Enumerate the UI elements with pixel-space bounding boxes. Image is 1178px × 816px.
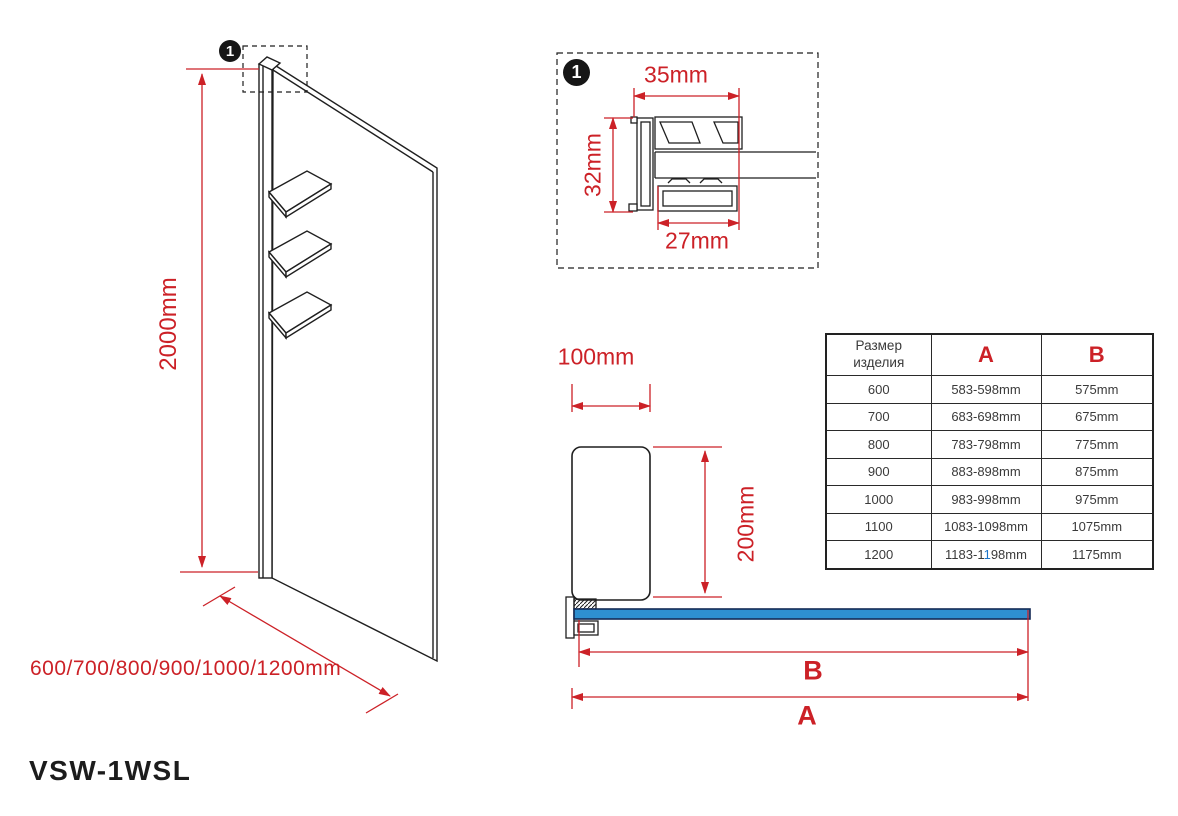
- size-table: [825, 333, 1152, 570]
- plan-bracket-depth-label: 200mm: [732, 485, 759, 563]
- cell-a-range: [931, 431, 1041, 459]
- cell-b-value: 575mm: [1041, 376, 1153, 404]
- dim-b-label: B: [803, 655, 823, 686]
- clamp-block-inner: [663, 191, 732, 206]
- header-size: [826, 334, 931, 376]
- cell-a-range: [931, 486, 1041, 514]
- hatched-fixing-block: [574, 599, 596, 609]
- cell-a-range: [931, 541, 1041, 569]
- gasket-bump-left: [668, 179, 690, 183]
- table-header-row: [826, 334, 1153, 376]
- cell-size: 600: [826, 376, 931, 404]
- cell-a-range: [931, 403, 1041, 431]
- plan-bracket-width-label: 100mm: [557, 343, 635, 370]
- header-col-a: A: [931, 334, 1041, 376]
- cell-b-value: 1175mm: [1041, 541, 1153, 569]
- wall-profile-post: [259, 64, 272, 578]
- header-size-line1: Размер: [855, 338, 902, 354]
- table-row: [826, 458, 1153, 486]
- header-col-b: B: [1041, 334, 1153, 376]
- cell-size: 900: [826, 458, 931, 486]
- iso-width-options-label: 600/700/800/900/1000/1200mm: [30, 657, 342, 680]
- dim-a-label: A: [797, 700, 817, 731]
- table-row: [826, 486, 1153, 514]
- cell-a-segment: 583-598mm: [951, 381, 1021, 397]
- iso-width-tick-left: [203, 587, 235, 606]
- header-size-line2: изделия: [853, 355, 905, 370]
- cell-a-segment: 683-698mm: [951, 409, 1021, 425]
- cell-a-segment: 1183-1: [945, 546, 984, 562]
- cell-a-segment: 883-898mm: [951, 464, 1021, 480]
- cell-b-value: 1075mm: [1041, 513, 1153, 541]
- glass-section: [655, 152, 816, 178]
- detail-top-width-label: 35mm: [644, 61, 708, 88]
- cell-size: 1200: [826, 541, 931, 569]
- detail-bottom-width-label: 27mm: [665, 227, 729, 254]
- wall-channel-slot: [641, 122, 650, 206]
- cell-size: 1000: [826, 486, 931, 514]
- glass-top-view: [566, 597, 1030, 638]
- cell-size: 700: [826, 403, 931, 431]
- iso-wall-panel-drawing: [243, 46, 437, 661]
- callout-1-badge-iso: 1: [219, 40, 241, 62]
- clamp-top-view-inner: [578, 624, 594, 632]
- cell-a-segment: 783-798mm: [951, 436, 1021, 452]
- wall-profile-bar: [566, 597, 574, 638]
- cell-b-value: 975mm: [1041, 486, 1153, 514]
- glass-pane-bar: [574, 609, 1030, 619]
- cell-b-value: 875mm: [1041, 458, 1153, 486]
- wall-channel-bottom-foot: [629, 204, 637, 211]
- cell-a-segment: 1: [983, 546, 991, 562]
- model-name-label: VSW-1WSL: [29, 755, 192, 786]
- cell-a-segment: 983-998mm: [951, 491, 1021, 507]
- table-row: [826, 513, 1153, 541]
- gasket-bump-right: [700, 179, 722, 183]
- table-row: [826, 431, 1153, 459]
- detail-height-label: 32mm: [579, 133, 606, 197]
- bracket-plan-view: [572, 447, 650, 600]
- cell-a-segment: 1083-1098mm: [944, 519, 1028, 535]
- cell-size: 800: [826, 431, 931, 459]
- table-row: [826, 376, 1153, 404]
- callout-1-badge-detail: 1: [563, 59, 590, 86]
- cell-a-range: [931, 458, 1041, 486]
- bracket-outline: [572, 447, 650, 600]
- table-row: [826, 403, 1153, 431]
- iso-width-tick-right: [366, 694, 398, 713]
- cell-b-value: 675mm: [1041, 403, 1153, 431]
- cell-a-segment: 98mm: [990, 546, 1027, 562]
- cell-b-value: 775mm: [1041, 431, 1153, 459]
- iso-height-label: 2000mm: [155, 277, 182, 371]
- cell-a-range: [931, 513, 1041, 541]
- cell-size: 1100: [826, 513, 931, 541]
- size-table-body: [826, 376, 1153, 569]
- glass-panel: [272, 64, 437, 661]
- cell-a-range: [931, 376, 1041, 404]
- table-row: [826, 541, 1153, 569]
